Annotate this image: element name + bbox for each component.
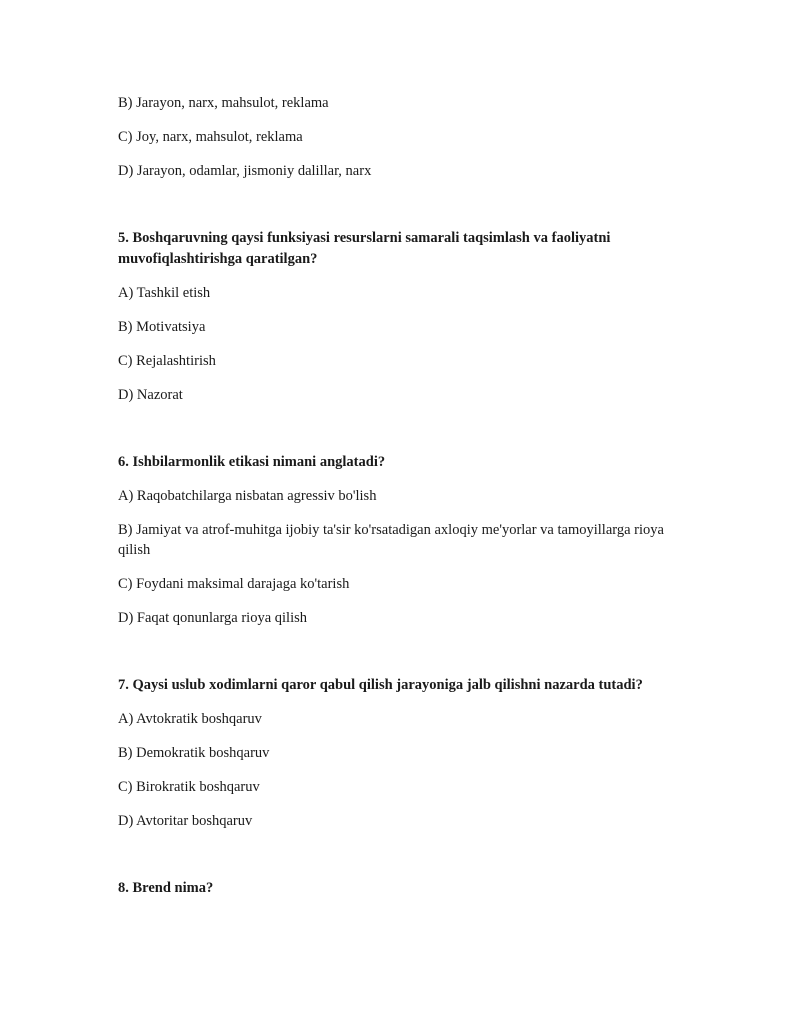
question-7: 7. Qaysi uslub xodimlarni qaror qabul qilish jarayoniga jalb qilishni nazarda tutadi? [118, 677, 643, 693]
option: D) Nazorat [118, 387, 183, 403]
option: D) Jarayon, odamlar, jismoniy dalillar, narx [118, 163, 372, 179]
option: C) Birokratik boshqaruv [118, 779, 260, 795]
option: D) Avtoritar boshqaruv [118, 813, 253, 829]
option: A) Avtokratik boshqaruv [118, 711, 262, 727]
option: A) Raqobatchilarga nisbatan agressiv bo'lish [118, 488, 377, 504]
option: A) Tashkil etish [118, 285, 211, 301]
option: B) Jamiyat va atrof-muhitga ijobiy ta'sir ko'rsatadigan axloqiy me'yorlar va tamoyillarga rioya qilish [118, 522, 664, 558]
question-8: 8. Brend nima? [118, 880, 214, 896]
option: B) Demokratik boshqaruv [118, 745, 270, 761]
option: C) Foydani maksimal darajaga ko'tarish [118, 576, 350, 592]
option: C) Joy, narx, mahsulot, reklama [118, 129, 303, 145]
question-5: 5. Boshqaruvning qaysi funksiyasi resurslarni samarali taqsimlash va faoliyatni muvofiqlashtirishga qaratilgan? [118, 230, 611, 267]
question-6: 6. Ishbilarmonlik etikasi nimani anglatadi? [118, 454, 386, 470]
document-page [118, 93, 688, 912]
option: B) Jarayon, narx, mahsulot, reklama [118, 95, 329, 111]
option: D) Faqat qonunlarga rioya qilish [118, 610, 308, 626]
option: C) Rejalashtirish [118, 353, 216, 369]
option: B) Motivatsiya [118, 319, 206, 335]
